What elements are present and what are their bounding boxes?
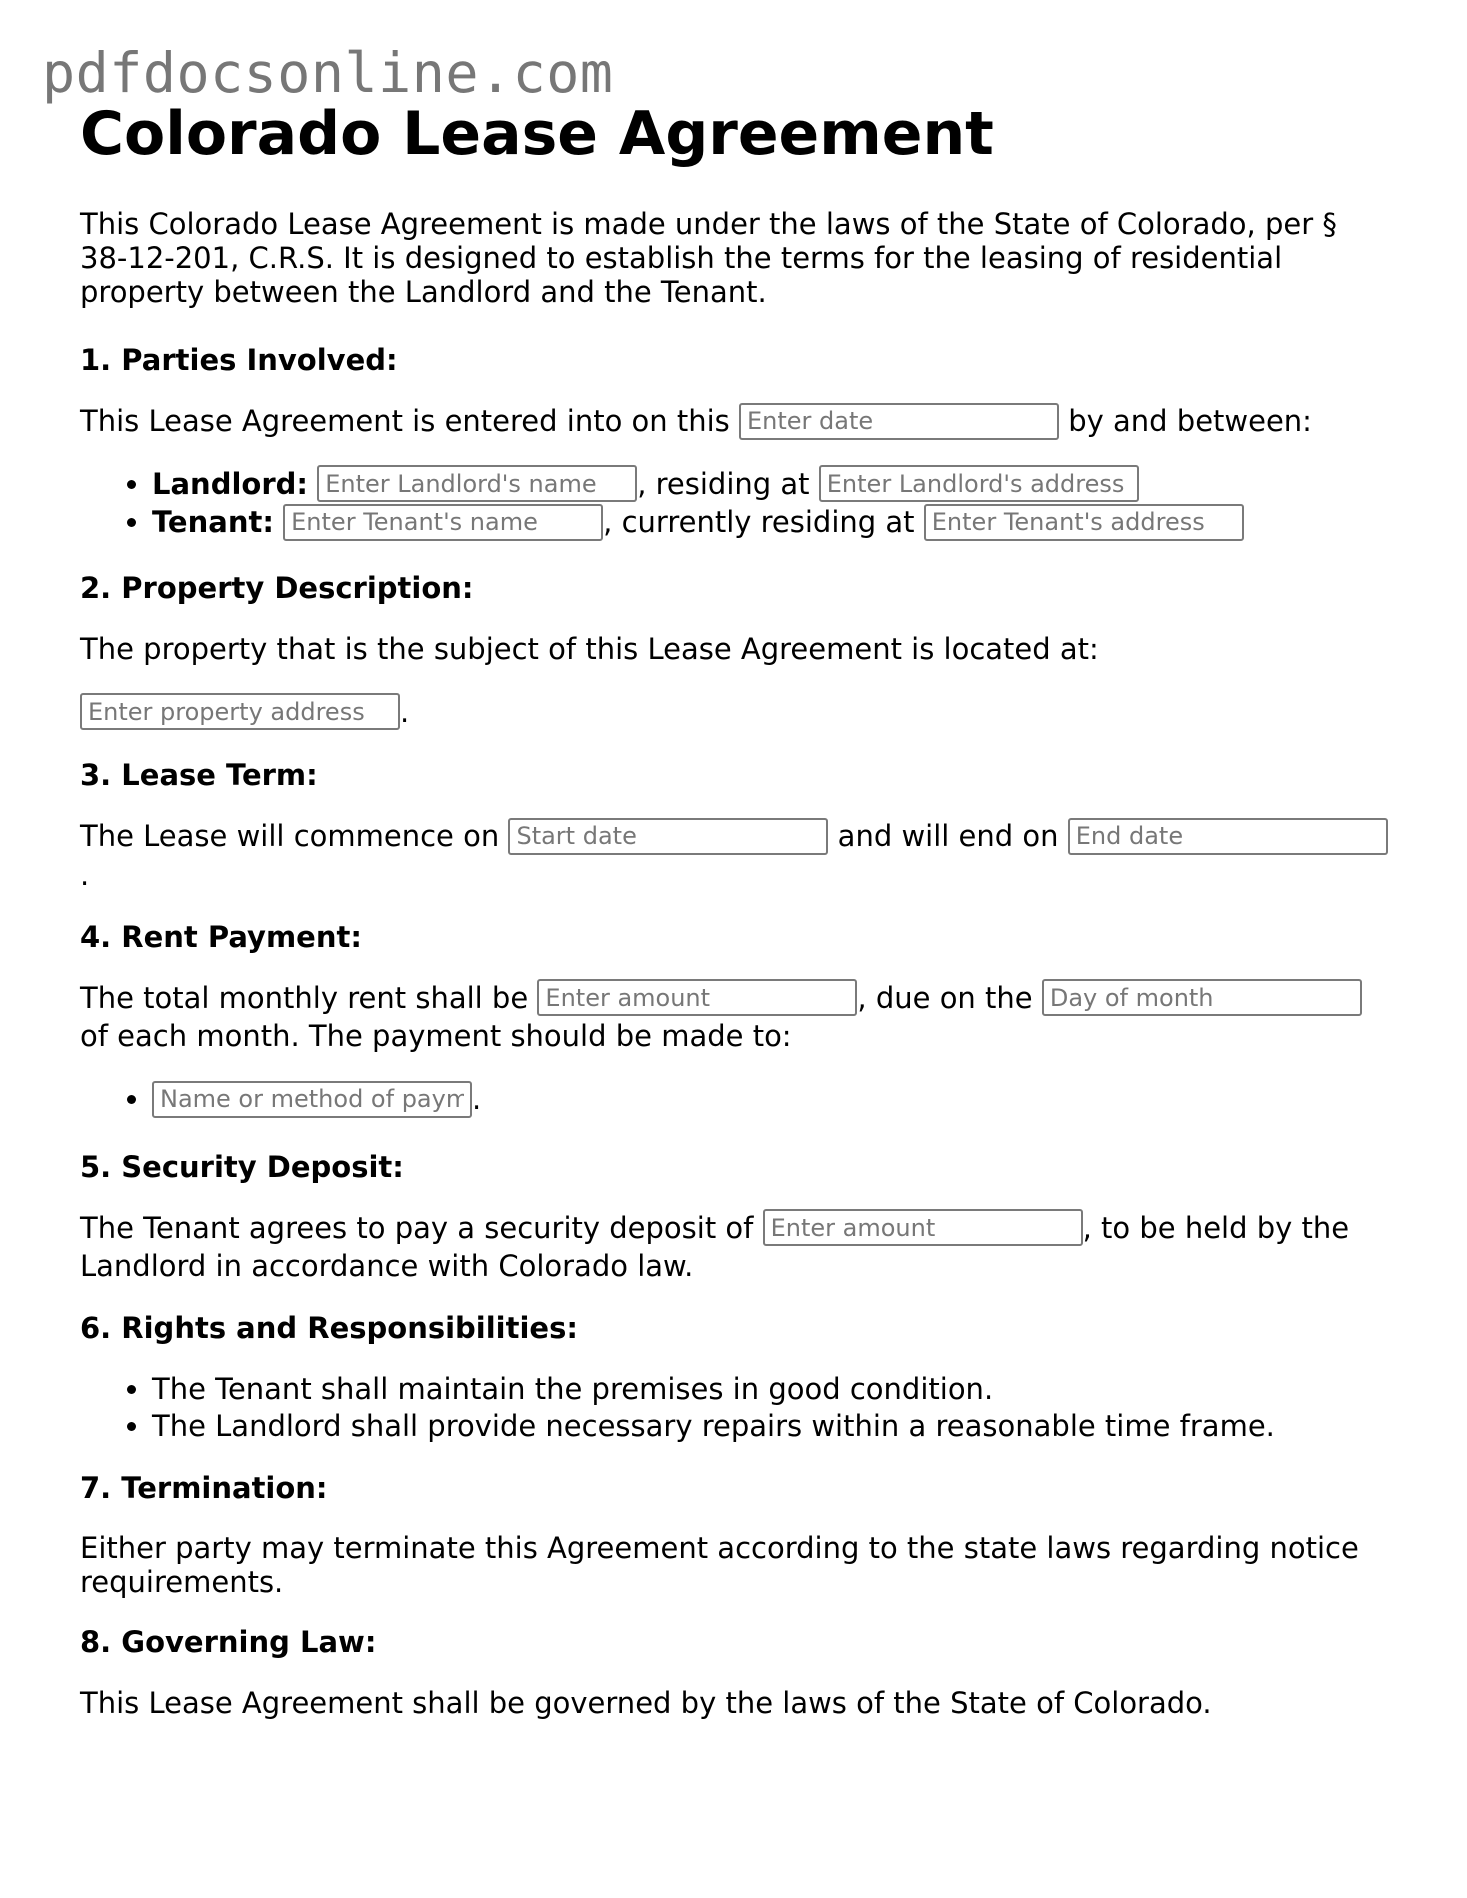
due-day-input[interactable] [1042,979,1362,1016]
deposit-text [80,1210,1390,1286]
due-on-label: , due on the [857,980,1033,1015]
tenant-label: Tenant: [152,505,274,539]
payee-input[interactable] [152,1081,472,1118]
payee-list [80,1081,1390,1120]
landlord-residing-label: , residing at [637,466,810,501]
rent-amount-input[interactable] [537,979,857,1016]
section-3-heading: 3. Lease Term: [80,758,318,792]
agreement-date-label: This Lease Agreement is entered into on this [80,404,730,438]
section-8-heading: 8. Governing Law: [80,1625,377,1659]
agreement-date-input[interactable] [739,403,1059,440]
landlord-label: Landlord: [152,466,308,501]
section-1-heading: 1. Parties Involved: [80,343,398,377]
responsibility-item: • The Landlord shall provide necessary repairs within a reasonable time frame. [152,1408,1390,1445]
start-date-input[interactable] [508,818,828,855]
landlord-name-input[interactable] [317,465,637,502]
landlord-item [152,466,1390,505]
deposit-held-text: , to be held by the Landlord in accordance with Colorado law. [80,1210,1350,1283]
governing-law-text: This Lease Agreement shall be governed by the laws of the State of Colorado. [80,1686,1212,1720]
payment-made-to-label: of each month. The payment should be made to: [80,1019,792,1053]
property-text: The property that is the subject of this Lease Agreement is located at: [80,631,1099,666]
section-5-heading: 5. Security Deposit: [80,1149,404,1184]
parties-list [80,466,1390,543]
landlord-address-input[interactable] [819,465,1139,502]
by-and-between-label: by and between: [1068,404,1312,438]
termination-text: Either party may terminate this Agreement according to the state laws regarding notice requirements. [80,1531,1359,1599]
tenant-address-input[interactable] [924,504,1244,541]
tenant-residing-label: , currently residing at [603,505,915,539]
responsibility-item: • The Tenant shall maintain the premises in good condition. [152,1371,1390,1408]
intro-paragraph: This Colorado Lease Agreement is made under the laws of the State of Colorado, per § 38-12-201, C.R.S. It is designed to establish the terms for the leasing of residential property between the Landlord and the Tenant. [80,207,1337,309]
rent-text [80,980,1390,1056]
payee-item [152,1081,1390,1120]
page-title: Colorado Lease Agreement [80,99,994,169]
property-address-input[interactable] [80,693,400,730]
property-address-line [80,694,1390,733]
watermark: pdfdocsonline.com [42,41,614,105]
commence-label: The Lease will commence on [80,819,500,853]
property-period: . [400,694,410,729]
document-body [80,100,1390,1722]
rent-label: The total monthly rent shall be [80,980,529,1015]
section-6-heading: 6. Rights and Responsibilities: [80,1311,578,1345]
section-4-heading: 4. Rent Payment: [80,919,362,954]
responsibilities-list [80,1371,1390,1445]
deposit-amount-input[interactable] [763,1209,1083,1246]
tenant-name-input[interactable] [283,504,603,541]
section-2-heading: 2. Property Description: [80,570,474,605]
end-label: and will end on [837,819,1059,853]
lease-term-period: . [80,857,90,892]
payee-period: . [472,1082,482,1116]
end-date-input[interactable] [1068,818,1388,855]
tenant-item [152,504,1390,543]
lease-term-text [80,818,1390,894]
deposit-label: The Tenant agrees to pay a security deposit of [80,1210,754,1245]
section-1-text [80,403,1390,442]
section-7-heading: 7. Termination: [80,1471,328,1505]
